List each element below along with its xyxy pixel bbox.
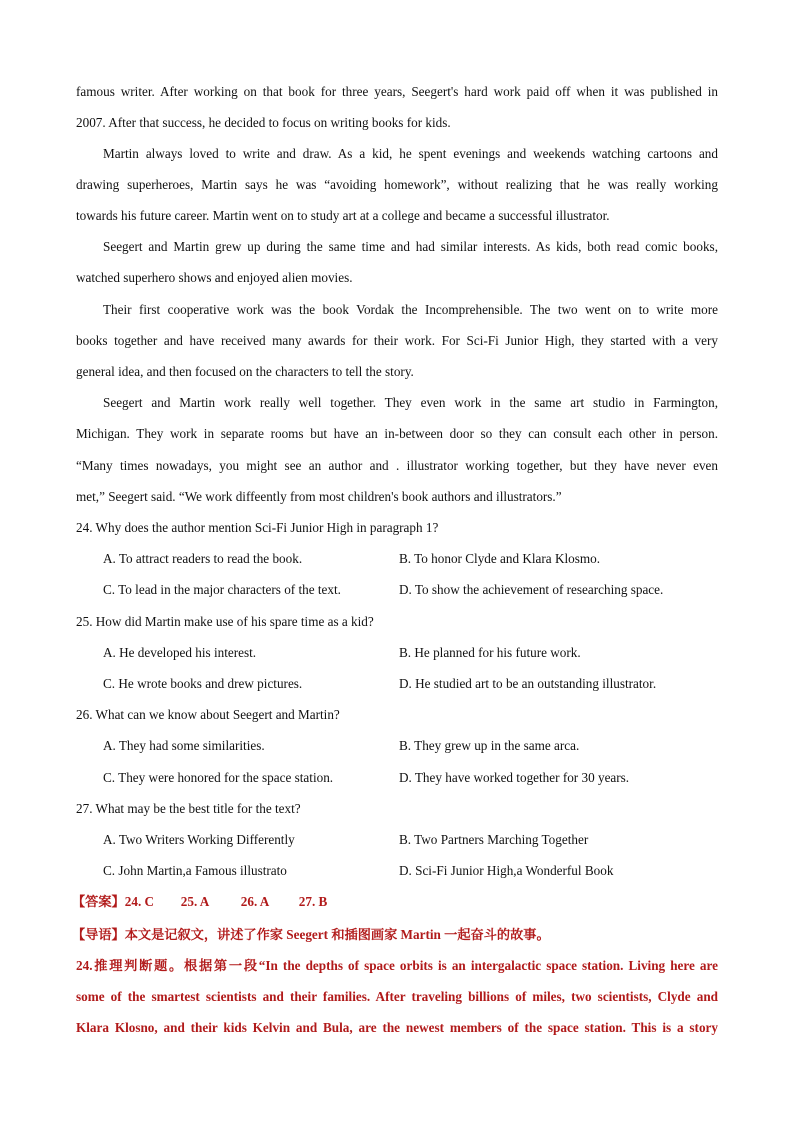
- option-c: C. They were honored for the space station.: [103, 770, 334, 785]
- passage-line: general idea, and then focused on the characters to tell the story.: [76, 364, 414, 379]
- option-d: D. He studied art to be an outstanding illustrator.: [399, 676, 657, 691]
- option-a: A. He developed his interest.: [103, 645, 257, 660]
- passage-line: towards his future career. Martin went on to study art at a college and became a successful illustrator.: [76, 208, 610, 223]
- question-stem: 24. Why does the author mention Sci-Fi Junior High in paragraph 1?: [76, 520, 439, 535]
- analysis-line: some of the smartest scientists and their families. After traveling billions of miles, two scientists, Clyde and: [76, 989, 718, 1004]
- guide-line: [72, 927, 714, 943]
- option-c: C. John Martin,a Famous illustrato: [103, 863, 287, 878]
- passage-line: Seegert and Martin work really well together. They even work in the same art studio in Farmington,: [103, 395, 718, 410]
- passage-line: books together and have received many awards for their work. For Sci-Fi Junior High, they started with a very: [76, 333, 718, 348]
- option-b: B. To honor Clyde and Klara Klosmo.: [399, 551, 601, 566]
- answer-item: 27. B: [298, 894, 328, 909]
- passage-line: “Many times nowadays, you might see an author and . illustrator working together, but they have never even: [76, 458, 718, 473]
- option-a: A. To attract readers to read the book.: [103, 551, 303, 566]
- answer-item: 26. A: [240, 894, 270, 909]
- option-d: D. They have worked together for 30 years.: [399, 770, 630, 785]
- option-a: A. Two Writers Working Differently: [103, 832, 295, 847]
- answer-key: [72, 894, 714, 910]
- answer-item: 24. C: [124, 894, 155, 909]
- guide-label: 【导语】: [72, 927, 125, 942]
- option-a: A. They had some similarities.: [103, 738, 265, 753]
- question-stem: 27. What may be the best title for the text?: [76, 801, 301, 816]
- passage-line: 2007. After that success, he decided to focus on writing books for kids.: [76, 115, 451, 130]
- option-d: D. To show the achievement of researching space.: [399, 582, 664, 597]
- option-c: C. He wrote books and drew pictures.: [103, 676, 303, 691]
- analysis-line: 24.推理判断题。根据第一段“In the depths of space orbits is an intergalactic space station. Living here are: [76, 958, 718, 973]
- answer-label: 【答案】: [72, 894, 125, 909]
- passage-line: drawing superheroes, Martin says he was “avoiding homework”, without realizing that he was really working: [76, 177, 718, 192]
- option-b: B. They grew up in the same arca.: [399, 738, 580, 753]
- option-c: C. To lead in the major characters of the text.: [103, 582, 341, 597]
- question-stem: 26. What can we know about Seegert and Martin?: [76, 707, 340, 722]
- option-b: B. He planned for his future work.: [399, 645, 581, 660]
- option-d: D. Sci-Fi Junior High,a Wonderful Book: [399, 863, 614, 878]
- passage-line: Their first cooperative work was the book Vordak the Incomprehensible. The two went on to write more: [103, 302, 718, 317]
- guide-text: 本文是记叙文，讲述了作家 Seegert 和插图画家 Martin 一起奋斗的故事。: [124, 927, 550, 942]
- passage-line: Seegert and Martin grew up during the same time and had similar interests. As kids, both read comic books,: [103, 239, 718, 254]
- question-stem: 25. How did Martin make use of his spare time as a kid?: [76, 614, 374, 629]
- passage-line: Michigan. They work in separate rooms but have an in-between door so they can consult each other in person.: [76, 426, 718, 441]
- analysis-line: Klara Klosno, and their kids Kelvin and Bula, are the newest members of the space station. This is a story: [76, 1020, 718, 1035]
- passage-line: famous writer. After working on that book for three years, Seegert's hard work paid off when it was published in: [76, 84, 718, 99]
- answer-item: 25. A: [180, 894, 210, 909]
- passage-line: Martin always loved to write and draw. As a kid, he spent evenings and weekends watching cartoons and: [103, 146, 718, 161]
- passage-line: met,” Seegert said. “We work diffeently from most children's book authors and illustrators.”: [76, 489, 562, 504]
- option-b: B. Two Partners Marching Together: [399, 832, 589, 847]
- passage-line: watched superhero shows and enjoyed alien movies.: [76, 270, 353, 285]
